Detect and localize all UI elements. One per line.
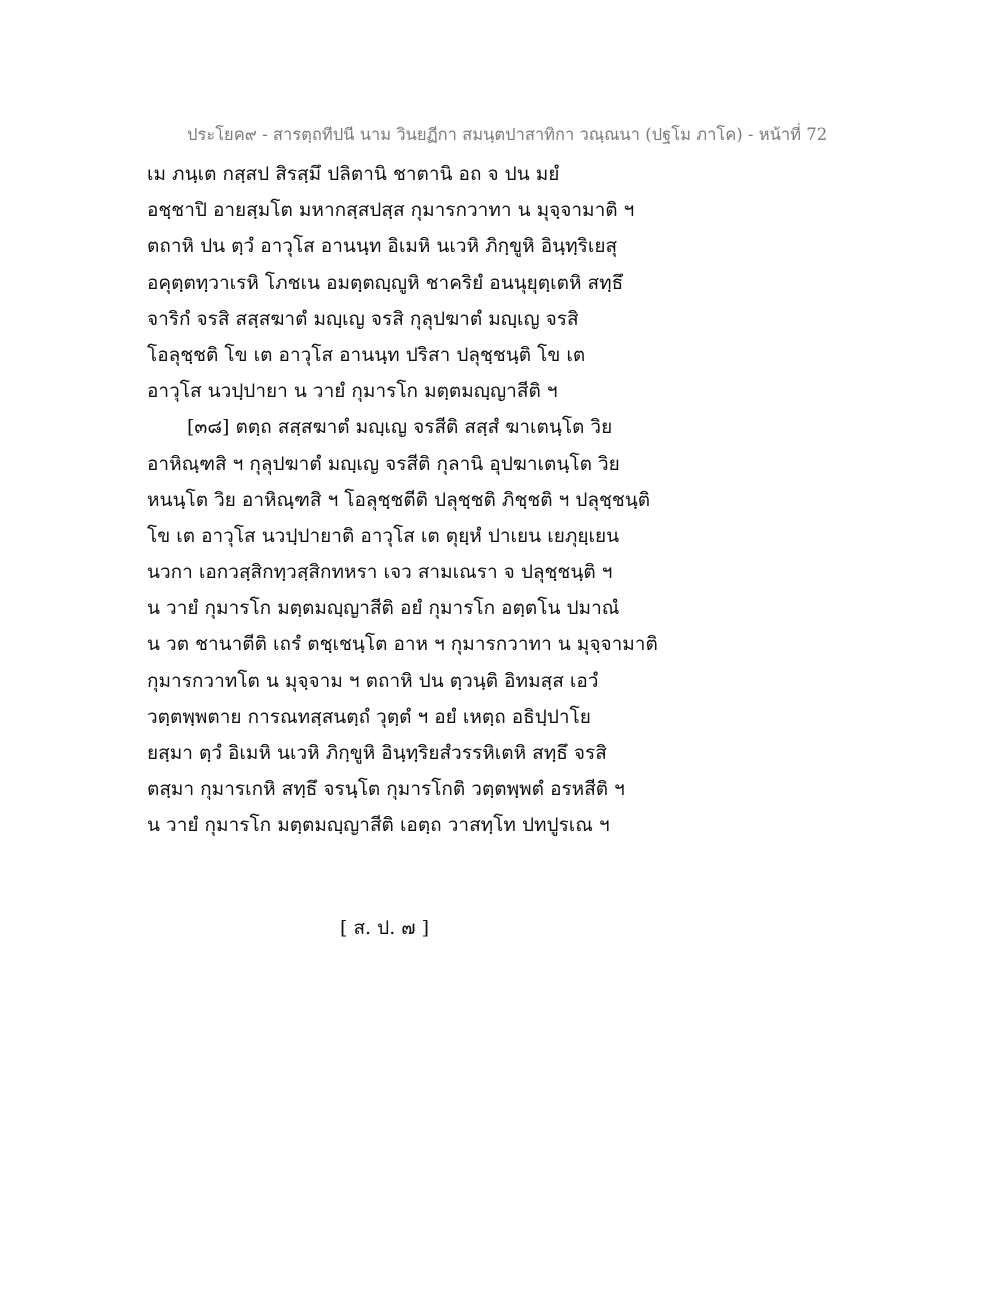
text-line: เม ภนฺเต กสฺสป สิรสฺมึ ปลิตานิ ชาตานิ อถ จ ปน มยํ <box>147 163 560 185</box>
text-line: ยสฺมา ตฺวํ อิเมหิ นเวหิ ภิกฺขูหิ อินฺทฺริยสํวรรหิเตหิ สทฺธึ จรสิ <box>147 742 607 764</box>
text-line: อาหิณฺฑสิ ฯ กุลุปฆาตํ มญฺเญ จรสีติ กุลานิ อุปฆาเตนฺโต วิย <box>147 452 620 475</box>
text-line: อคุตฺตทฺวาเรหิ โภชเน อมตฺตญฺญูหิ ชาคริยํ อนนุยุตฺเตหิ สทฺธึ <box>147 271 624 294</box>
text-line: โอลุชฺชติ โข เต อาวุโส อานนฺท ปริสา ปลุชฺชนฺติ โข เต <box>147 343 586 366</box>
text-line: อชฺชาปิ อายสฺมโต มหากสฺสปสฺส กุมารกวาทา น มุจฺจามาติ ฯ <box>147 199 635 222</box>
running-header: ประโยค๙ - สารตฺถทีปนี นาม วินยฏีกา สมนฺตปาสาทิกา วณฺณนา (ปฐโม ภาโค) - หน้าที่ 72 <box>187 125 828 144</box>
text-line: จาริกํ จรสิ สสฺสฆาตํ มญฺเญ จรสิ กุลุปฆาตํ มญฺเญ จรสิ <box>147 307 579 330</box>
body-text <box>147 156 667 844</box>
text-line: หนนฺโต วิย อาหิณฺฑสิ ฯ โอลุชฺชตีติ ปลุชฺชติ ภิชฺชติ ฯ ปลุชฺชนฺติ <box>147 488 651 511</box>
text-line: วตฺตพฺพตาย การณทสฺสนตฺถํ วุตฺตํ ฯ อยํ เหตฺถ อธิปฺปาโย <box>147 705 591 728</box>
text-line: ตสฺมา กุมารเกหิ สทฺธึ จรนฺโต กุมารโกติ วตฺตพฺพตํ อรหสีติ ฯ <box>147 778 625 801</box>
text-line: น วายํ กุมารโก มตฺตมญฺญาสีติ อยํ กุมารโก อตฺตโน ปมาณํ <box>147 597 620 620</box>
text-line: น วายํ กุมารโก มตฺตมญฺญาสีติ เอตฺถ วาสทฺโท ปทปูรเณ ฯ <box>147 814 610 837</box>
text-line: นวกา เอกวสฺสิกทฺวสฺสิกทหรา เจว สามเณรา จ ปลุชฺชนฺติ ฯ <box>147 561 613 584</box>
text-line: น วต ชานาตีติ เถรํ ตชฺเชนฺโต อาห ฯ กุมารกวาทา น มุจฺจามาติ <box>147 633 658 656</box>
page-reference: [ ส. ป. ๗ ] <box>340 917 430 939</box>
text-line: โข เต อาวุโส นวปฺปายาติ อาวุโส เต ตุยฺหํ ปาเยน เยภุยฺเยน <box>147 524 620 547</box>
text-line: ตถาหิ ปน ตฺวํ อาวุโส อานนฺท อิเมหิ นเวหิ ภิกฺขูหิ อินฺทฺริเยสุ <box>147 235 618 258</box>
paragraph-start-line: [๓๘] ตตฺถ สสฺสฆาตํ มญฺเญ จรสีติ สสฺสํ ฆาเตนฺโต วิย <box>187 416 613 439</box>
text-line: กุมารกวาทโต น มุจฺจาม ฯ ตถาหิ ปน ตฺวนฺติ อิทมสฺส เอวํ <box>147 669 599 692</box>
text-line: อาวุโส นวปฺปายา น วายํ กุมารโก มตฺตมญฺญาสีติ ฯ <box>147 380 558 403</box>
